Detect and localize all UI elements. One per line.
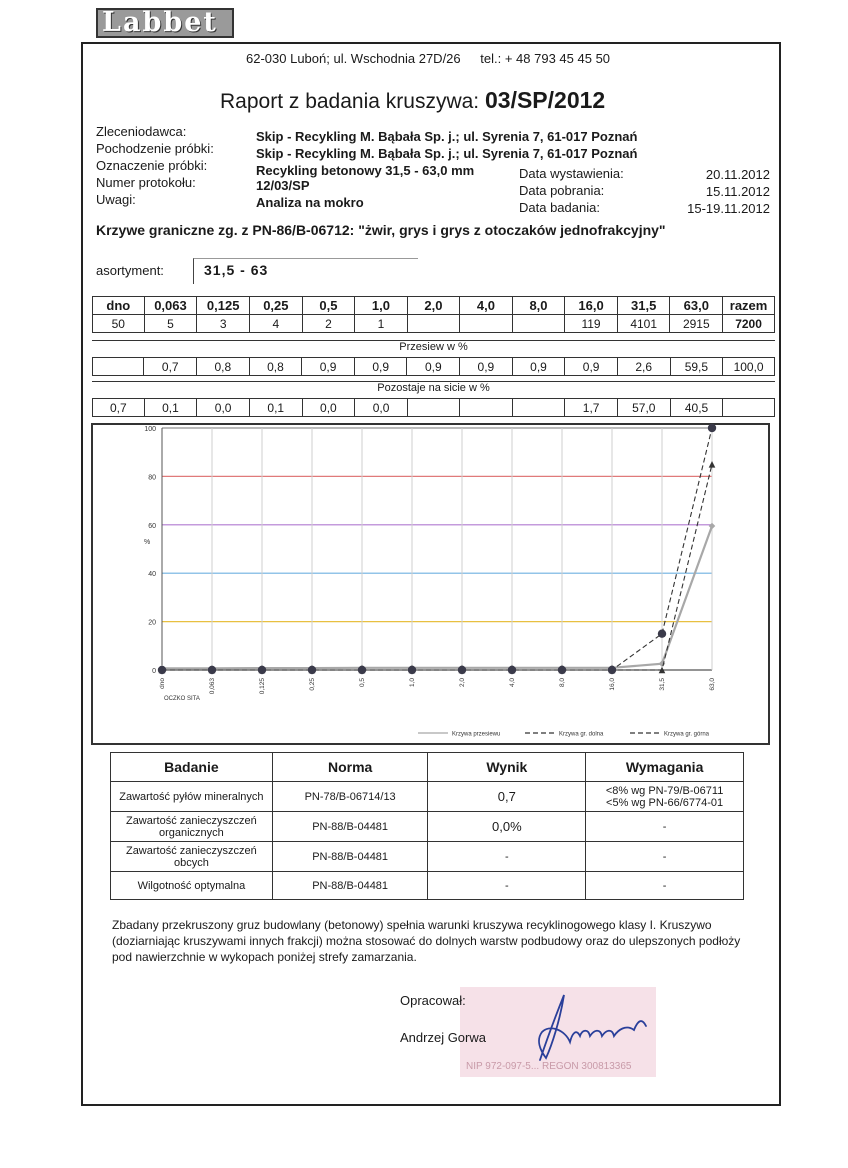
passing-table (92, 357, 775, 376)
col-result: Wynik (428, 753, 586, 782)
retained-cell (407, 399, 459, 417)
sieve-mass-cell: 3 (197, 315, 250, 333)
y-tick-label: 40 (148, 571, 156, 579)
sieve-header-cell: 1,0 (355, 297, 408, 315)
sieve-header-cell: 0,063 (144, 297, 197, 315)
passing-cell: 0,8 (197, 358, 250, 376)
col-requirements: Wymagania (586, 753, 744, 782)
report-title (220, 87, 605, 114)
data-point (558, 666, 566, 674)
passing-cell: 0,9 (407, 358, 460, 376)
test-requirements: - (586, 812, 744, 842)
data-point (709, 523, 716, 530)
value-client: Skip - Recykling M. Bąbała Sp. j.; ul. Syrenia 7, 61-017 Poznań (256, 129, 638, 144)
data-point (508, 666, 516, 674)
sieve-header-cell: 0,5 (302, 297, 355, 315)
label-sampling-date: Data pobrania: (519, 183, 605, 198)
data-point (408, 666, 416, 674)
data-point (208, 666, 216, 674)
retained-cell: 0,0 (197, 399, 250, 417)
x-tick-label: 0,25 (309, 678, 316, 691)
data-point (708, 424, 716, 432)
y-tick-label: 20 (148, 619, 156, 627)
retained-cell: 40,5 (670, 399, 723, 417)
data-point (709, 461, 716, 468)
test-result: 0,7 (428, 782, 586, 812)
conclusion-text: Zbadany przekruszony gruz budowlany (betonowy) spełnia warunki kruszywa recyklinogowego klasy I. Kruszywo (doziarniając kruszywami innych frakcji) można stosować do dolnych warstw podbudowy oraz do ulepszonych podłoży pod nawierzchnie w wykopach poniżej strefy zamarzania. (112, 918, 741, 964)
sieve-header-cell: 0,25 (250, 297, 303, 315)
retained-cell (512, 399, 564, 417)
retained-title-text: Pozostaje na sicie w % (377, 382, 490, 394)
phone-text: tel.: + 48 793 45 45 50 (480, 51, 611, 66)
test-requirements: - (586, 842, 744, 872)
x-tick-label: 0,125 (259, 678, 266, 695)
test-result: - (428, 872, 586, 900)
retained-table (92, 398, 775, 417)
legend-label: Krzywa gr. dolna (559, 731, 604, 738)
passing-cell: 0,9 (565, 358, 618, 376)
data-point (658, 630, 666, 638)
retained-cell: 0,7 (93, 399, 145, 417)
passing-title (92, 340, 775, 358)
retained-cell: 0,0 (355, 399, 408, 417)
handwritten-signature (510, 990, 670, 1070)
sieve-header-cell: 16,0 (565, 297, 618, 315)
prepared-by-label: Opracował: (400, 993, 466, 1008)
table-row (111, 872, 744, 900)
stamp-text: NIP 972-097-5... REGON 300813365 (466, 1061, 632, 1072)
y-tick-label: 80 (148, 474, 156, 482)
assortment-label: asortyment: (96, 263, 164, 278)
retained-cell: 0,0 (302, 399, 355, 417)
value-remarks: Analiza na mokro (256, 195, 364, 210)
passing-cell: 59,5 (670, 358, 723, 376)
data-point (308, 666, 316, 674)
retained-cell: 0,1 (144, 399, 197, 417)
title-prefix: Raport z badania kruszywa: (220, 90, 480, 113)
test-norm: PN-78/B-06714/13 (272, 782, 428, 812)
x-axis-label: OCZKO SITA (164, 696, 200, 702)
criteria-heading: Krzywe graniczne zg. z PN-86/B-06712: "żwir, grys i grys z otoczaków jednofrakcyjny" (96, 222, 666, 238)
series-line (162, 526, 712, 668)
x-tick-label: 16,0 (609, 678, 616, 691)
sieve-header-cell: 4,0 (460, 297, 513, 315)
prepared-by-name: Andrzej Gorwa (400, 1030, 486, 1045)
passing-cell: 0,7 (144, 358, 197, 376)
sieve-mass-cell: 5 (144, 315, 197, 333)
sieve-mass-cell (407, 315, 460, 333)
address-text: 62-030 Luboń; ul. Wschodnia 27D/26 (246, 51, 461, 66)
passing-cell: 100,0 (723, 358, 775, 376)
sieve-header-cell: 2,0 (407, 297, 460, 315)
sieve-mass-cell: 2 (302, 315, 355, 333)
test-result: - (428, 842, 586, 872)
passing-cell (93, 358, 144, 376)
passing-title-text: Przesiew w % (399, 341, 468, 353)
table-row (111, 812, 744, 842)
value-origin: Skip - Recykling M. Bąbała Sp. j.; ul. Syrenia 7, 61-017 Poznań (256, 146, 638, 161)
sieve-mass-cell (512, 315, 565, 333)
legend-label: Krzywa gr. górna (664, 731, 710, 738)
series-line (162, 464, 712, 670)
label-protocol: Numer protokołu: (96, 175, 196, 190)
sieve-mass-cell: 4 (250, 315, 303, 333)
sieve-table (92, 296, 775, 333)
x-tick-label: 8,0 (559, 678, 566, 688)
legend-label: Krzywa przesiewu (452, 731, 501, 738)
retained-cell: 0,1 (249, 399, 302, 417)
y-tick-label: 0 (152, 668, 156, 675)
sieve-mass-cell: 50 (93, 315, 145, 333)
test-name: Zawartość pyłów mineralnych (111, 782, 273, 812)
sieve-header-cell: 0,125 (197, 297, 250, 315)
label-remarks: Uwagi: (96, 192, 136, 207)
test-norm: PN-88/B-04481 (272, 872, 428, 900)
data-point (608, 666, 616, 674)
data-point (458, 666, 466, 674)
retained-cell (460, 399, 512, 417)
passing-cell: 0,9 (354, 358, 407, 376)
passing-cell: 0,9 (302, 358, 355, 376)
sieve-header-cell: 8,0 (512, 297, 565, 315)
test-name: Zawartość zanieczyszczeń organicznych (111, 812, 273, 842)
x-tick-label: 0,5 (359, 678, 366, 688)
test-norm: PN-88/B-04481 (272, 812, 428, 842)
requirement-2: <5% wg PN-66/6774-01 (606, 796, 724, 809)
sieve-mass-cell: 2915 (670, 315, 723, 333)
grading-chart (0, 420, 848, 750)
value-protocol: 12/03/SP (256, 178, 310, 193)
sieve-header-cell: dno (93, 297, 145, 315)
test-name: Zawartość zanieczyszczeń obcych (111, 842, 273, 872)
retained-cell: 57,0 (617, 399, 670, 417)
test-name: Wilgotność optymalna (111, 872, 273, 900)
value-issue-date: 20.11.2012 (705, 167, 770, 182)
assortment-value: 31,5 - 63 (204, 262, 269, 278)
y-tick-label: 60 (148, 522, 156, 530)
passing-cell: 0,8 (249, 358, 302, 376)
x-tick-label: 4,0 (509, 678, 516, 688)
sieve-mass-cell (460, 315, 513, 333)
x-tick-label: 31,5 (659, 678, 666, 691)
series-line (162, 428, 712, 670)
x-tick-label: 63,0 (709, 678, 716, 691)
x-tick-label: 2,0 (459, 678, 466, 688)
retained-title (92, 381, 775, 399)
table-row (111, 782, 744, 812)
col-norm: Norma (272, 753, 428, 782)
sieve-header-cell: 31,5 (617, 297, 670, 315)
x-tick-label: dno (159, 678, 166, 689)
sieve-header-cell: 63,0 (670, 297, 723, 315)
retained-cell: 1,7 (565, 399, 618, 417)
sieve-mass-cell: 1 (355, 315, 408, 333)
test-requirements (586, 782, 744, 812)
data-point (158, 666, 166, 674)
company-logo (96, 8, 234, 38)
report-number: 03/SP/2012 (484, 87, 606, 113)
data-point (258, 666, 266, 674)
x-tick-label: 0,063 (209, 678, 216, 695)
retained-cell (723, 399, 775, 417)
x-tick-label: 1,0 (409, 678, 416, 688)
sieve-mass-cell: 4101 (617, 315, 670, 333)
label-client: Zleceniodawca: (96, 124, 187, 139)
value-test-date: 15-19.11.2012 (687, 201, 770, 216)
label-test-date: Data badania: (519, 200, 600, 215)
label-issue-date: Data wystawienia: (519, 166, 624, 181)
requirement-1: <8% wg PN-79/B-06711 (605, 784, 724, 797)
test-norm: PN-88/B-04481 (272, 842, 428, 872)
passing-cell: 2,6 (617, 358, 670, 376)
y-tick-label: 100 (144, 426, 156, 433)
value-sampling-date: 15.11.2012 (705, 184, 770, 199)
y-axis-label: % (144, 539, 151, 547)
sieve-mass-cell: 7200 (723, 315, 775, 333)
table-row (111, 842, 744, 872)
passing-cell: 0,9 (512, 358, 565, 376)
company-address (246, 51, 610, 66)
tests-table (110, 752, 744, 900)
test-result: 0,0% (428, 812, 586, 842)
sieve-header-cell: razem (723, 297, 775, 315)
data-point (358, 666, 366, 674)
logo-text: Labbet (102, 7, 218, 38)
value-sample: Recykling betonowy 31,5 - 63,0 mm (256, 163, 475, 178)
passing-cell: 0,9 (460, 358, 513, 376)
label-origin: Pochodzenie próbki: (96, 141, 214, 156)
sieve-mass-cell: 119 (565, 315, 618, 333)
test-requirements: - (586, 872, 744, 900)
col-test: Badanie (111, 753, 273, 782)
label-sample: Oznaczenie próbki: (96, 158, 208, 173)
